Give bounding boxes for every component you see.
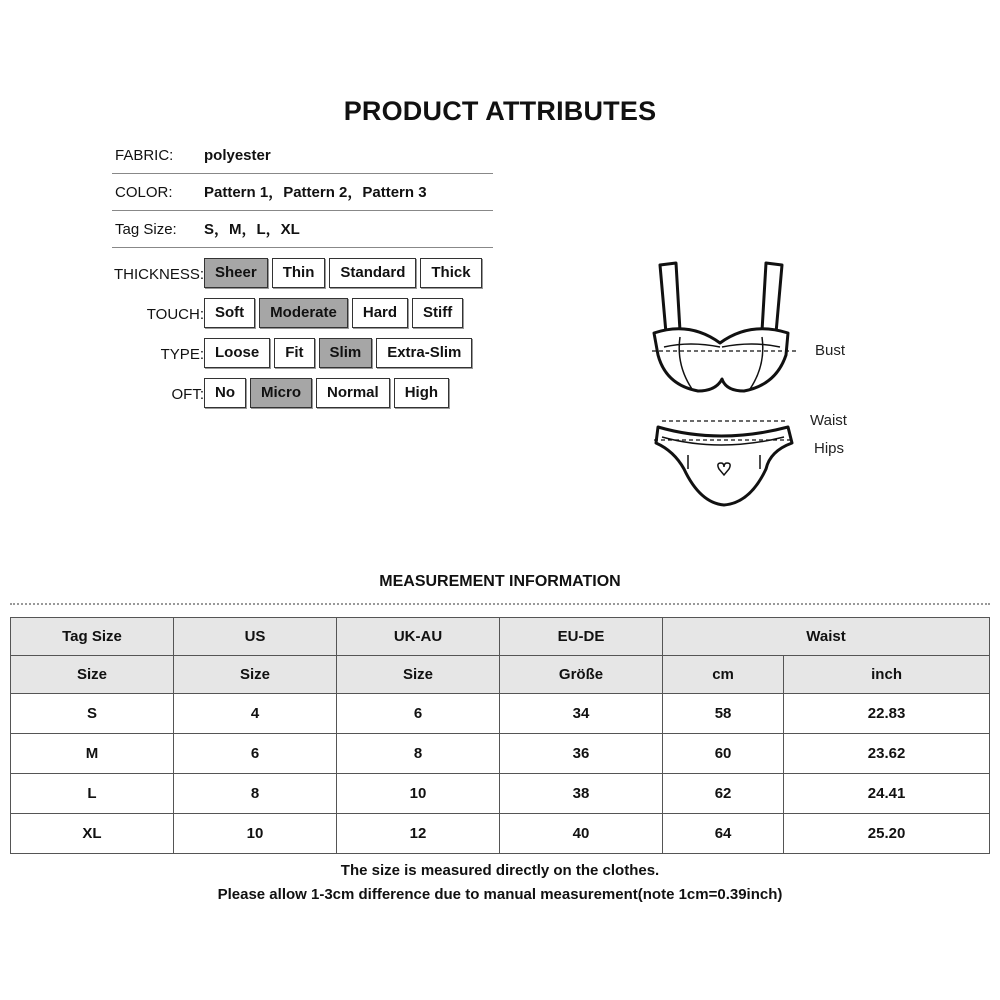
measurement-title: MEASUREMENT INFORMATION xyxy=(379,573,621,590)
bikini-illustration xyxy=(640,255,880,515)
option-label: OFT: xyxy=(171,386,204,403)
dotted-divider xyxy=(10,603,990,605)
attribute-value: Pattern 1，Pattern 2，Pattern 3 xyxy=(204,184,427,201)
chip-moderate: Moderate xyxy=(259,298,348,328)
table-cell: 62 xyxy=(663,774,784,814)
chip-slim: Slim xyxy=(319,338,373,368)
table-cell: 34 xyxy=(500,694,663,734)
size-table xyxy=(10,617,990,854)
hips-label: Hips xyxy=(814,440,845,457)
garment-diagram xyxy=(640,255,880,515)
chip-no: No xyxy=(204,378,246,408)
chip-sheer: Sheer xyxy=(204,258,268,288)
table-cell: 10 xyxy=(174,814,337,854)
table-cell: 40 xyxy=(500,814,663,854)
option-label: THICKNESS: xyxy=(113,266,204,283)
header-cell: EU-DE xyxy=(500,618,663,656)
option-chips xyxy=(204,378,449,408)
option-row-type xyxy=(112,338,512,370)
attribute-value: polyester xyxy=(204,147,271,164)
table-cell: L xyxy=(11,774,174,814)
chip-soft: Soft xyxy=(204,298,255,328)
chip-standard: Standard xyxy=(329,258,416,288)
table-cell: 24.41 xyxy=(784,774,990,814)
chip-high: High xyxy=(394,378,449,408)
header-cell: Waist xyxy=(663,618,990,656)
page-title: PRODUCT ATTRIBUTES xyxy=(343,96,657,126)
chip-fit: Fit xyxy=(274,338,314,368)
table-header-row xyxy=(11,618,990,656)
table-cell: 10 xyxy=(337,774,500,814)
table-cell: 8 xyxy=(174,774,337,814)
chip-hard: Hard xyxy=(352,298,408,328)
chip-stiff: Stiff xyxy=(412,298,463,328)
option-label: TOUCH: xyxy=(146,306,204,323)
header-cell: Size xyxy=(174,656,337,694)
option-chips xyxy=(204,258,482,288)
attribute-value: S，M，L，XL xyxy=(204,221,300,238)
table-cell: 12 xyxy=(337,814,500,854)
header-cell: UK-AU xyxy=(337,618,500,656)
table-cell: 60 xyxy=(663,734,784,774)
option-chips xyxy=(204,298,463,328)
waist-label: Waist xyxy=(810,412,847,429)
header-cell: US xyxy=(174,618,337,656)
table-cell: 4 xyxy=(174,694,337,734)
chip-micro: Micro xyxy=(250,378,312,408)
attribute-row-fabric xyxy=(112,137,493,174)
chip-loose: Loose xyxy=(204,338,270,368)
chip-thick: Thick xyxy=(420,258,481,288)
table-cell: 38 xyxy=(500,774,663,814)
attribute-label: COLOR: xyxy=(115,184,173,201)
chip-extra-slim: Extra-Slim xyxy=(376,338,472,368)
option-label: TYPE: xyxy=(160,346,204,363)
option-row-oft xyxy=(112,378,512,410)
table-header-row xyxy=(11,656,990,694)
option-row-thickness xyxy=(112,258,512,290)
table-row xyxy=(11,774,990,814)
table-cell: 6 xyxy=(337,694,500,734)
size-note: The size is measured directly on the clothes. xyxy=(340,862,660,879)
table-row xyxy=(11,734,990,774)
attribute-row-tag-size xyxy=(112,211,493,248)
table-cell: 8 xyxy=(337,734,500,774)
header-cell: Size xyxy=(337,656,500,694)
size-note: Please allow 1-3cm difference due to manual measurement(note 1cm=0.39inch) xyxy=(217,886,783,903)
table-cell: 25.20 xyxy=(784,814,990,854)
table-cell: XL xyxy=(11,814,174,854)
option-row-touch xyxy=(112,298,512,330)
attribute-row-color xyxy=(112,174,493,211)
table-cell: 58 xyxy=(663,694,784,734)
header-cell: cm xyxy=(663,656,784,694)
header-cell: Größe xyxy=(500,656,663,694)
bust-label: Bust xyxy=(815,342,846,359)
attribute-label: Tag Size: xyxy=(115,221,177,238)
table-cell: M xyxy=(11,734,174,774)
attribute-label: FABRIC: xyxy=(115,147,174,164)
chip-normal: Normal xyxy=(316,378,390,408)
option-chips xyxy=(204,338,472,368)
table-cell: S xyxy=(11,694,174,734)
header-cell: inch xyxy=(784,656,990,694)
table-cell: 6 xyxy=(174,734,337,774)
header-cell: Size xyxy=(11,656,174,694)
table-cell: 23.62 xyxy=(784,734,990,774)
table-cell: 64 xyxy=(663,814,784,854)
header-cell: Tag Size xyxy=(11,618,174,656)
table-cell: 36 xyxy=(500,734,663,774)
table-row xyxy=(11,694,990,734)
chip-thin: Thin xyxy=(272,258,326,288)
table-cell: 22.83 xyxy=(784,694,990,734)
table-row xyxy=(11,814,990,854)
